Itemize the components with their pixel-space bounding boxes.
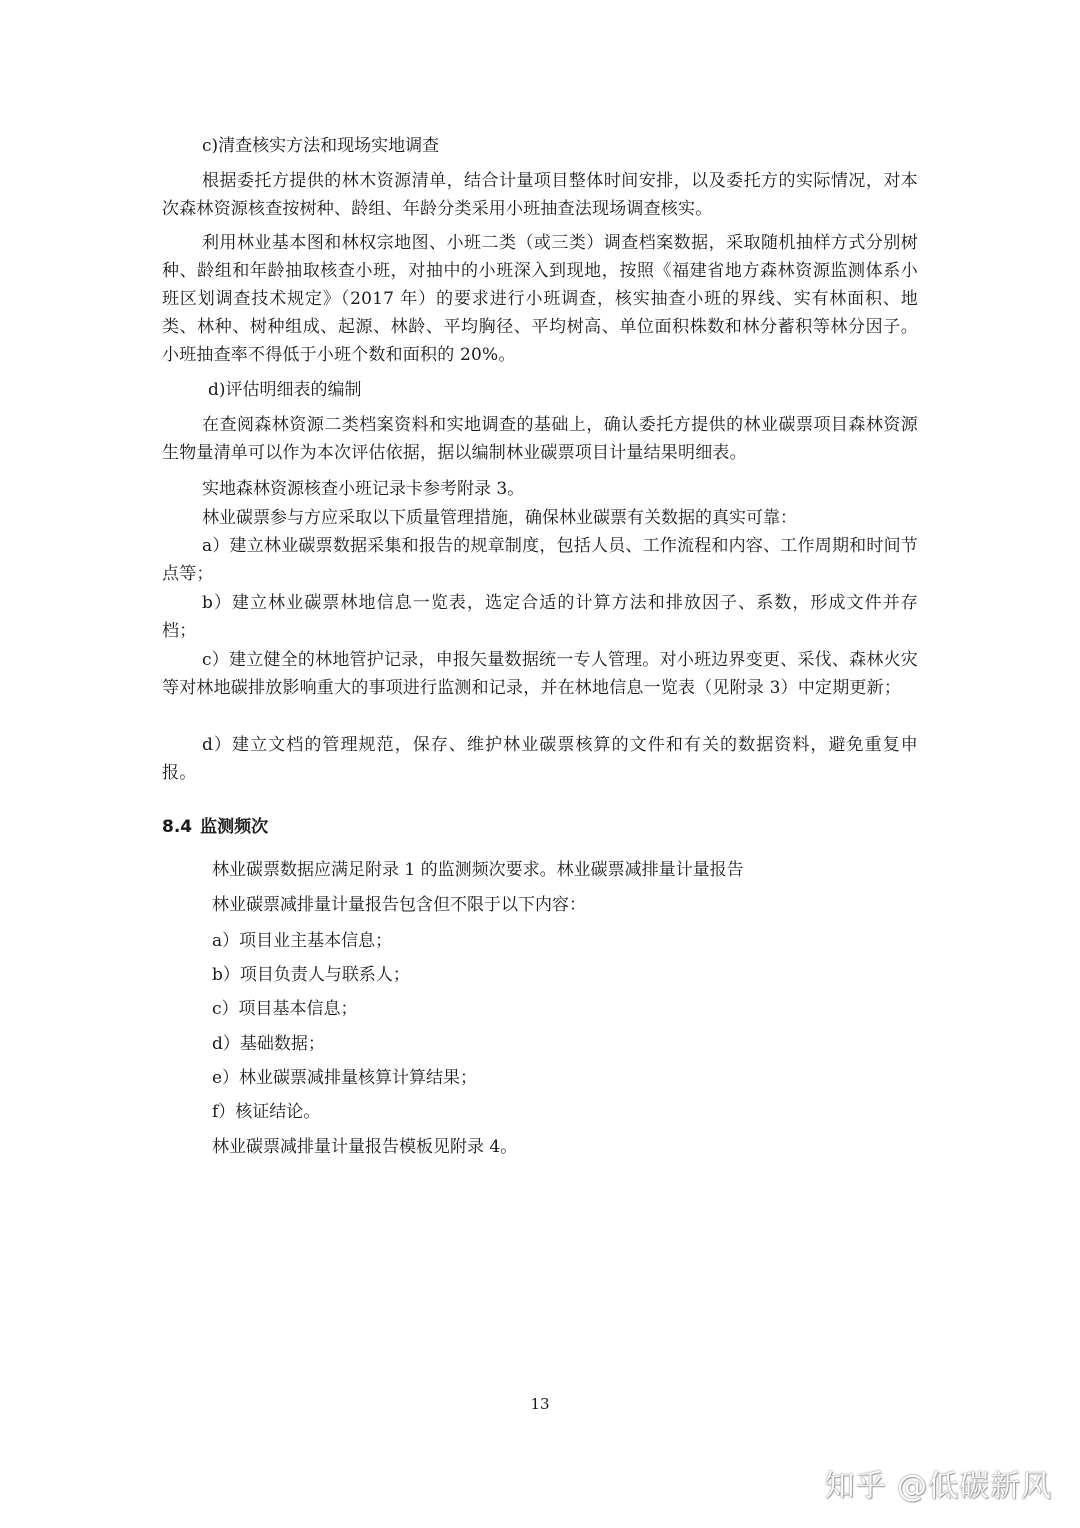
section-d-paragraph-1: 在查阅森林资源二类档案资料和实地调查的基础上，确认委托方提供的林业碳票项目森林资源生物量清单可以作为本次评估依据，据以编制林业碳票项目计量结果明细表。 bbox=[162, 415, 918, 463]
monitoring-line-2: 林业碳票减排量计量报告包含但不限于以下内容： bbox=[212, 895, 586, 915]
quality-measure-c: c）建立健全的林地管护记录，申报矢量数据统一专人管理。对小班边界变更、采伐、森林火灾等对林地碳排放影响重大的事项进行监测和记录，并在林地信息一览表（见附录 3）中定期更新； bbox=[162, 650, 918, 698]
section-d-paragraph-3: 林业碳票参与方应采取以下质量管理措施，确保林业碳票有关数据的真实可靠： bbox=[202, 508, 797, 528]
report-item-e: e）林业碳票减排量核算计算结果； bbox=[212, 1068, 478, 1088]
report-item-c: c）项目基本信息； bbox=[212, 999, 358, 1019]
report-item-a: a）项目业主基本信息； bbox=[212, 931, 393, 951]
section-title: 监测频次 bbox=[200, 817, 269, 837]
report-item-d: d）基础数据； bbox=[212, 1034, 325, 1054]
report-item-f: f）核证结论。 bbox=[212, 1102, 321, 1122]
section-c-title: c)清查核实方法和现场实地调查 bbox=[202, 136, 440, 156]
quality-measure-b: b）建立林业碳票林地信息一览表，选定合适的计算方法和排放因子、系数，形成文件并存档； bbox=[162, 593, 918, 641]
section-number: 8.4 bbox=[162, 817, 193, 837]
section-d-title: d)评估明细表的编制 bbox=[208, 380, 362, 400]
monitoring-line-1: 林业碳票数据应满足附录 1 的监测频次要求。林业碳票减排量计量报告 bbox=[212, 860, 744, 880]
section-heading-8-4 bbox=[162, 813, 268, 841]
report-template-note: 林业碳票减排量计量报告模板见附录 4。 bbox=[212, 1137, 518, 1157]
quality-measure-a: a）建立林业碳票数据采集和报告的规章制度，包括人员、工作流程和内容、工作周期和时间节点等； bbox=[162, 536, 918, 584]
report-item-b: b）项目负责人与联系人； bbox=[212, 965, 410, 985]
section-d-paragraph-2: 实地森林资源核查小班记录卡参考附录 3。 bbox=[202, 479, 525, 499]
section-c-paragraph-1: 根据委托方提供的林木资源清单，结合计量项目整体时间安排，以及委托方的实际情况，对本次森林资源核查按树种、龄组、年龄分类采用小班抽查法现场调查核实。 bbox=[162, 171, 918, 219]
page-number: 13 bbox=[530, 1395, 550, 1413]
watermark: 知乎 @低碳新风 bbox=[824, 1469, 1052, 1504]
section-c-paragraph-2: 利用林业基本图和林权宗地图、小班二类（或三类）调查档案数据，采取随机抽样方式分别树种、龄组和年龄抽取核查小班，对抽中的小班深入到现地，按照《福建省地方森林资源监测体系小班区划调查技术规定》（2017 年）的要求进行小班调查，核实抽查小班的界线、实有林面积、地类、林种、树种组成、起源、林龄、平均胸径、平均树高、单位面积株数和林分蓄积等林分因子。小班抽查率不得低于小班个数和面积的 20%。 bbox=[162, 233, 918, 365]
quality-measure-d: d）建立文档的管理规范，保存、维护林业碳票核算的文件和有关的数据资料，避免重复申报。 bbox=[162, 735, 918, 783]
